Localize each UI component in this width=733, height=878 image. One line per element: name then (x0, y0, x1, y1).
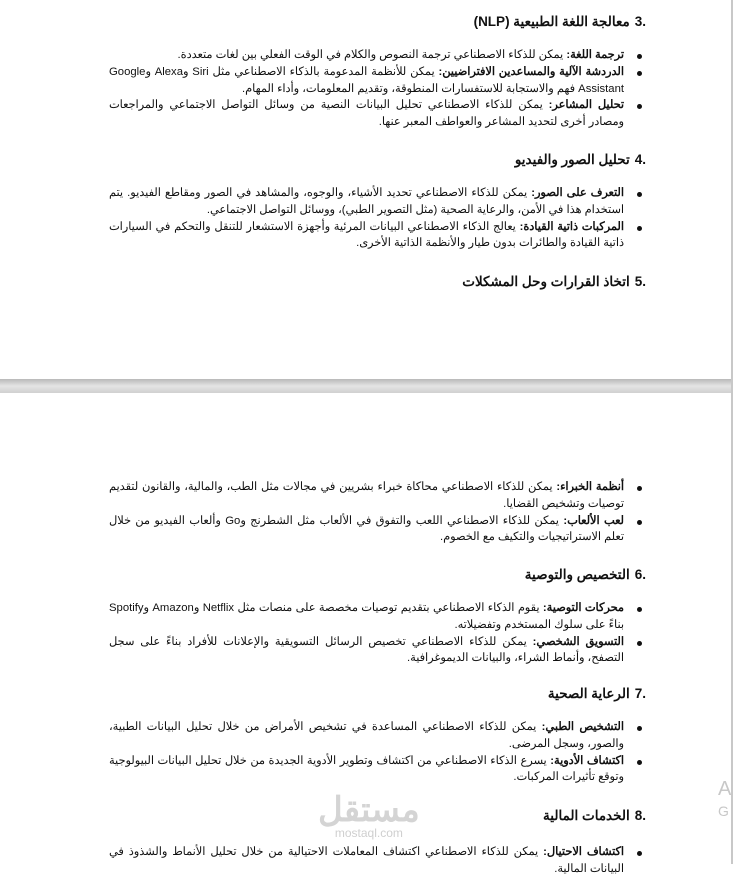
list-item (109, 219, 624, 253)
document-page-2 (0, 393, 731, 875)
watermark-logo: مستقل (318, 791, 420, 829)
item-label: الدردشة الآلية والمساعدين الافتراضيين: (438, 65, 624, 78)
list-item (109, 753, 624, 787)
section-heading (462, 274, 646, 290)
list-item (109, 513, 624, 547)
section-number: 6. (634, 567, 646, 582)
item-text: يمكن للذكاء الاصطناعي تحديد الأشياء، والوجوه، والمشاهد في الصور ومقاطع الفيديو. يتم استخدام هذا في الأمن، والرعاية الصحية (مثل التصوير الطبي)، ووسائل التواصل الاجتماعي. (109, 187, 624, 216)
item-label: تحليل المشاعر: (548, 99, 625, 112)
item-label: المركبات ذاتية القيادة: (519, 220, 624, 233)
item-text: يمكن للذكاء الاصطناعي اللعب والتفوق في الألعاب مثل الشطرنج وGo وألعاب الفيديو من خلال تعلم الاستراتيجيات والتكيف مع الخصوم. (109, 514, 624, 544)
list-item (109, 47, 624, 64)
mostaql-watermark (318, 793, 420, 839)
watermark-domain: mostaql.com (334, 826, 403, 840)
bullet-list (109, 479, 624, 546)
item-label: محركات التوصية: (542, 602, 624, 614)
item-label: لعب الألعاب: (563, 514, 624, 527)
item-text: يمكن للذكاء الاصطناعي المساعدة في تشخيص الأمراض من خلال تحليل البيانات الطبية، والصور، وسجل المرضى. (109, 721, 624, 750)
document-page-1 (0, 0, 731, 379)
section-number: 4. (634, 152, 646, 167)
clipped-overlay-text: G (718, 803, 729, 819)
item-label: اكتشاف الاحتيال: (543, 846, 625, 858)
bullet-list (109, 719, 624, 786)
item-text: يمكن للذكاء الاصطناعي محاكاة خبراء بشريين في مجالات مثل الطب، والمالية، والقانون لتقديم توصيات وتشخيص القضايا. (109, 481, 624, 510)
item-label: اكتشاف الأدوية: (550, 754, 624, 767)
item-text: يمكن للذكاء الاصطناعي اكتشاف المعاملات الاحتيالية من خلال تحليل الأنماط والشذوذ في البيانات المالية. (109, 846, 624, 875)
bullet-list (109, 47, 624, 131)
item-label: أنظمة الخبراء: (556, 481, 624, 493)
item-label: التشخيص الطبي: (541, 721, 625, 733)
item-text: يمكن للذكاء الاصطناعي ترجمة النصوص والكلام في الوقت الفعلي بين لغات متعددة. (177, 49, 567, 61)
bullet-list (109, 600, 624, 667)
section-heading (548, 686, 646, 702)
list-item (109, 719, 624, 753)
item-label: التسويق الشخصي: (532, 635, 624, 648)
list-item (109, 634, 624, 668)
section-title: التخصيص والتوصية (524, 567, 630, 582)
section-number: 8. (634, 808, 646, 823)
item-text: يعالج الذكاء الاصطناعي البيانات المرئية وأجهزة الاستشعار للتنقل والتحكم في السيارات ذاتية القيادة والطائرات بدون طيار والأنظمة الذاتية الأخرى. (109, 220, 624, 250)
list-item (109, 479, 624, 513)
item-text: يسرع الذكاء الاصطناعي من اكتشاف وتطوير الأدوية الجديدة من خلال تحليل البيانات البيولوجية وتوقع تأثيرات المركبات. (109, 754, 624, 784)
bullet-list (109, 185, 624, 252)
list-item (109, 97, 624, 131)
list-item (109, 185, 624, 219)
item-text: يمكن للذكاء الاصطناعي تحليل البيانات النصية من وسائل التواصل الاجتماعي والمراجعات ومصادر أخرى لتحديد المشاعر والعواطف المعبر عنها. (109, 99, 624, 129)
section-number: 3. (634, 14, 646, 29)
section-number: 5. (634, 274, 646, 289)
list-item (109, 844, 624, 878)
clipped-overlay-text: A (718, 778, 732, 800)
section-title: الرعاية الصحية (547, 686, 630, 701)
section-title: اتخاذ القرارات وحل المشكلات (462, 274, 630, 289)
section-heading (474, 14, 646, 30)
list-item (109, 600, 624, 634)
item-text: يمكن للأنظمة المدعومة بالذكاء الاصطناعي مثل Siri وAlexa وGoogle Assistant فهم والاستجابة للاستفسارات المنطوقة، وتقديم المعلومات، وأداء المهام. (109, 65, 624, 95)
page-separator (0, 379, 733, 393)
item-label: ترجمة اللغة: (566, 49, 624, 61)
bullet-list (109, 844, 624, 878)
section-title: الخدمات المالية (543, 808, 630, 823)
item-text: يقوم الذكاء الاصطناعي بتقديم توصيات مخصصة على منصات مثل Netflix وAmazon وSpotify بناءً على سلوك المستخدم وتفضيلاته. (109, 602, 624, 631)
section-heading (515, 152, 646, 168)
section-heading (525, 567, 646, 583)
section-heading (543, 808, 646, 824)
item-text: يمكن للذكاء الاصطناعي تخصيص الرسائل التسويقية والإعلانات للأفراد بناءً على سجل التصفح، وأنماط الشراء، والبيانات الديموغرافية. (109, 635, 624, 665)
list-item (109, 64, 624, 98)
section-title: معالجة اللغة الطبيعية (NLP) (473, 14, 630, 29)
section-title: تحليل الصور والفيديو (514, 152, 630, 167)
item-label: التعرف على الصور: (531, 187, 624, 199)
section-number: 7. (634, 686, 646, 701)
